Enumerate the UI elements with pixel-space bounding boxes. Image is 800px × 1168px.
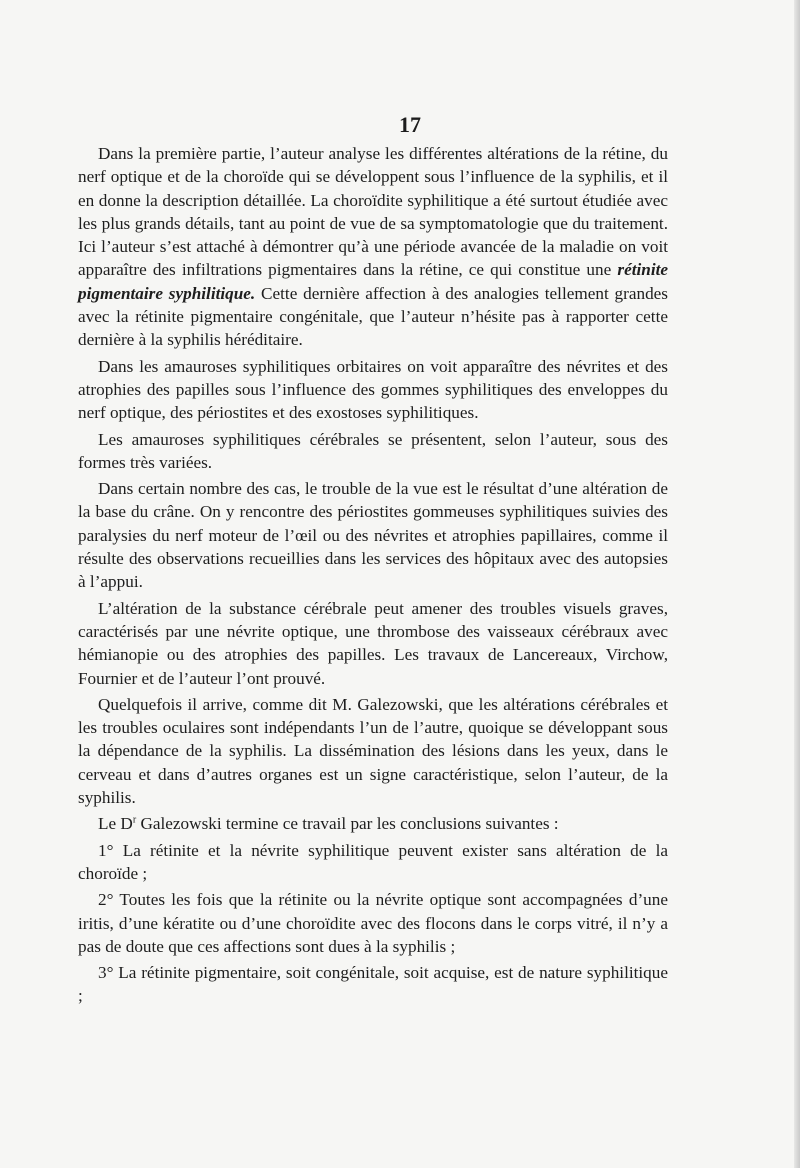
- paragraph-1-text-start: Dans la première partie, l’auteur analyse les différentes altérations de la rétine, du nerf optique et de la choroïde qui se développent sous l’influence de la syphilis, et il en donne la description détaillée. La choroïdite syphilitique a été surtout étudiée avec les plus grands détails, tant au point de vue de sa symptomatologie que du traitement. Ici l’auteur s’est attaché à démontrer qu’à une période avancée de la maladie on voit apparaître des infiltrations pigmentaires dans la rétine, ce qui constitue une: [78, 144, 668, 280]
- paragraph-4: Dans certain nombre des cas, le trouble de la vue est le résultat d’une altération de la base du crâne. On y rencontre des périostites gommeuses syphilitiques suivies des paralysies du nerf moteur de l’œil ou des névrites et atrophies papillaires, comme il résulte des observations recueillies dans les services des hôpitaux avec des autopsies à l’appui.: [78, 479, 668, 592]
- paragraph-1: [78, 142, 668, 352]
- page-number: 17: [399, 112, 421, 137]
- paragraph-1-text-end: Cette dernière affection à des analogies tellement grandes avec la rétinite pigmentaire congénitale, que l’auteur n’hésite pas à rapporter cette dernière à la syphilis héréditaire.: [78, 283, 668, 350]
- paragraph-7-text-start: Le D: [98, 814, 133, 834]
- paragraph-5: L’altération de la substance cérébrale peut amener des troubles visuels graves, caractérisés par une névrite optique, une thrombose des vaisseaux cérébraux avec hémianopie ou des atrophies des papilles. Les travaux de Lancereaux, Virchow, Fournier et de l’auteur l’ont prouvé.: [78, 598, 668, 688]
- conclusion-1: 1° La rétinite et la névrite syphilitique peuvent exister sans altération de la choroïde ;: [78, 840, 668, 883]
- paragraph-2: Dans les amauroses syphilitiques orbitaires on voit apparaître des névrites et des atrophies des papilles sous l’influence des gommes syphilitiques des enveloppes du nerf optique, des périostites et des exostoses syphilitiques.: [78, 356, 668, 423]
- doctor-abbrev-superscript: r: [132, 814, 137, 826]
- conclusion-2: 2° Toutes les fois que la rétinite ou la névrite optique sont accompagnées d’une iritis, d’une kératite ou d’une choroïdite avec des flocons dans le corps vitré, il n’y a pas de doute que ces affections sont dues à la syphilis ;: [78, 890, 668, 956]
- page-body: [78, 142, 668, 1011]
- paragraph-3: Les amauroses syphilitiques cérébrales se présentent, selon l’auteur, sous des formes très variées.: [78, 429, 668, 472]
- paragraph-7-text-end: Galezowski termine ce travail par les conclusions suivantes :: [136, 814, 559, 834]
- conclusion-3: 3° La rétinite pigmentaire, soit congénitale, soit acquise, est de nature syphilitique ;: [78, 963, 668, 1006]
- paragraph-6: Quelquefois il arrive, comme dit M. Galezowski, que les altérations cérébrales et les troubles oculaires sont indépendants l’un de l’autre, quoique se développant sous la dépendance de la syphilis. La dissémination des lésions dans les yeux, dans le cerveau et dans d’autres organes est un signe caractéristique, selon l’auteur, de la syphilis.: [78, 694, 668, 808]
- paragraph-7: [78, 812, 668, 835]
- page-edge-shadow: [794, 0, 800, 1168]
- paragraph-1-italic-term: rétinite pigmentaire syphilitique.: [78, 260, 668, 303]
